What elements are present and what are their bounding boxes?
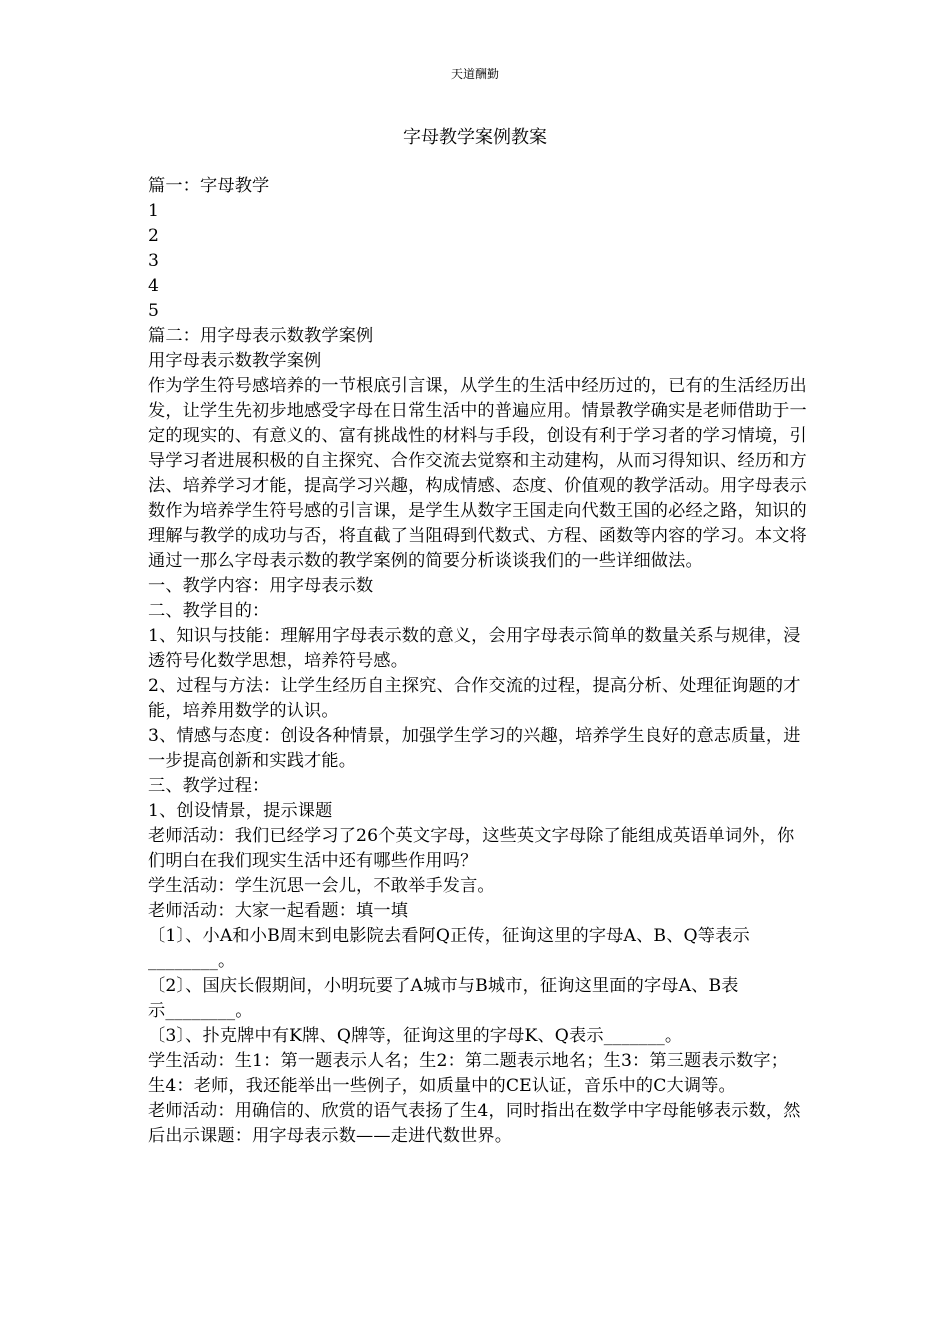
goal-knowledge: 1、知识与技能：理解用字母表示数的意义，会用字母表示简单的数量关系与规律，浸透符号化数学思想，培养符号感。 [148, 626, 801, 671]
list-item: 1 [148, 201, 160, 221]
exercise-item: 〔2〕、国庆长假期间，小明玩要了A城市与B城市，征询这里面的字母A、B表 [148, 976, 739, 996]
teaching-content: 一、教学内容：用字母表示数 [148, 576, 374, 596]
list-item: 5 [148, 301, 160, 321]
teaching-process-heading: 三、教学过程： [148, 776, 270, 796]
intro-paragraph: 作为学生符号感培养的一节根底引言课，从学生的生活中经历过的，已有的生活经历出发，让学生先初步地感受字母在日常生活中的普遍应用。情景教学确实是老师借助于一定的现实的、有意义的、富有挑战性的材料与手段，创设有利于学习者的学习情境，引导学习者进展积极的自主探究、合作交流去觉察和主动建构，从而习得知识、经历和方法、培养学习才能，提高学习兴趣，构成情感、态度、价值观的教学活动。用字母表示数作为培养学生符号感的引言课，是学生从数字王国走向代数王国的必经之路，知识的理解与教学的成功与否，将直截了当阻碍到代数式、方程、函数等内容的学习。本文将通过一那么字母表示数的教学案例的简要分析谈谈我们的一些详细做法。 [148, 376, 807, 571]
teacher-activity: 老师活动：用确信的、欣赏的语气表扬了生4，同时指出在数学中字母能够表示数，然后出示课题：用字母表示数——走进代数世界。 [148, 1101, 801, 1146]
exercise-item-continued: 示________。 [148, 1001, 253, 1021]
list-item: 4 [148, 276, 160, 296]
document-title: 字母教学案例教案 [403, 127, 547, 148]
document-body [148, 174, 808, 1149]
teacher-activity: 老师活动：大家一起看题：填一填 [148, 901, 409, 921]
page-header: 天道酬勤 [450, 67, 499, 81]
list-item: 3 [148, 251, 160, 271]
section-heading-1: 篇一：字母教学 [148, 176, 270, 196]
section-heading-2: 篇二：用字母表示数教学案例 [148, 326, 374, 346]
student-activity: 学生活动：学生沉思一会儿，不敢举手发言。 [148, 876, 495, 896]
student-activity: 学生活动：生1：第一题表示人名；生2：第二题表示地名；生3：第三题表示数字； 生4：老师，我还能举出一些例子，如质量中的CE认证，音乐中的C大调等。 [148, 1051, 789, 1096]
exercise-item: 〔1〕、小A和小B周末到电影院去看阿Q正传，征询这里的字母A、B、Q等表示________。 [148, 926, 750, 971]
goal-attitude: 3、情感与态度：创设各种情景，加强学生学习的兴趣，培养学生良好的意志质量，进一步提高创新和实践才能。 [148, 726, 801, 771]
subtitle: 用字母表示数教学案例 [148, 351, 322, 371]
goal-process: 2、过程与方法：让学生经历自主探究、合作交流的过程，提高分析、处理征询题的才能，培养用数学的认识。 [148, 676, 801, 721]
teacher-activity: 老师活动：我们已经学习了26个英文字母，这些英文字母除了能组成英语单词外，你们明白在我们现实生活中还有哪些作用吗？ [148, 826, 795, 871]
step-heading: 1、创设情景，提示课题 [148, 801, 333, 821]
teaching-goals-heading: 二、教学目的： [148, 601, 270, 621]
list-item: 2 [148, 226, 160, 246]
exercise-item: 〔3〕、扑克牌中有K牌、Q牌等，征询这里的字母K、Q表示_______。 [148, 1026, 683, 1046]
